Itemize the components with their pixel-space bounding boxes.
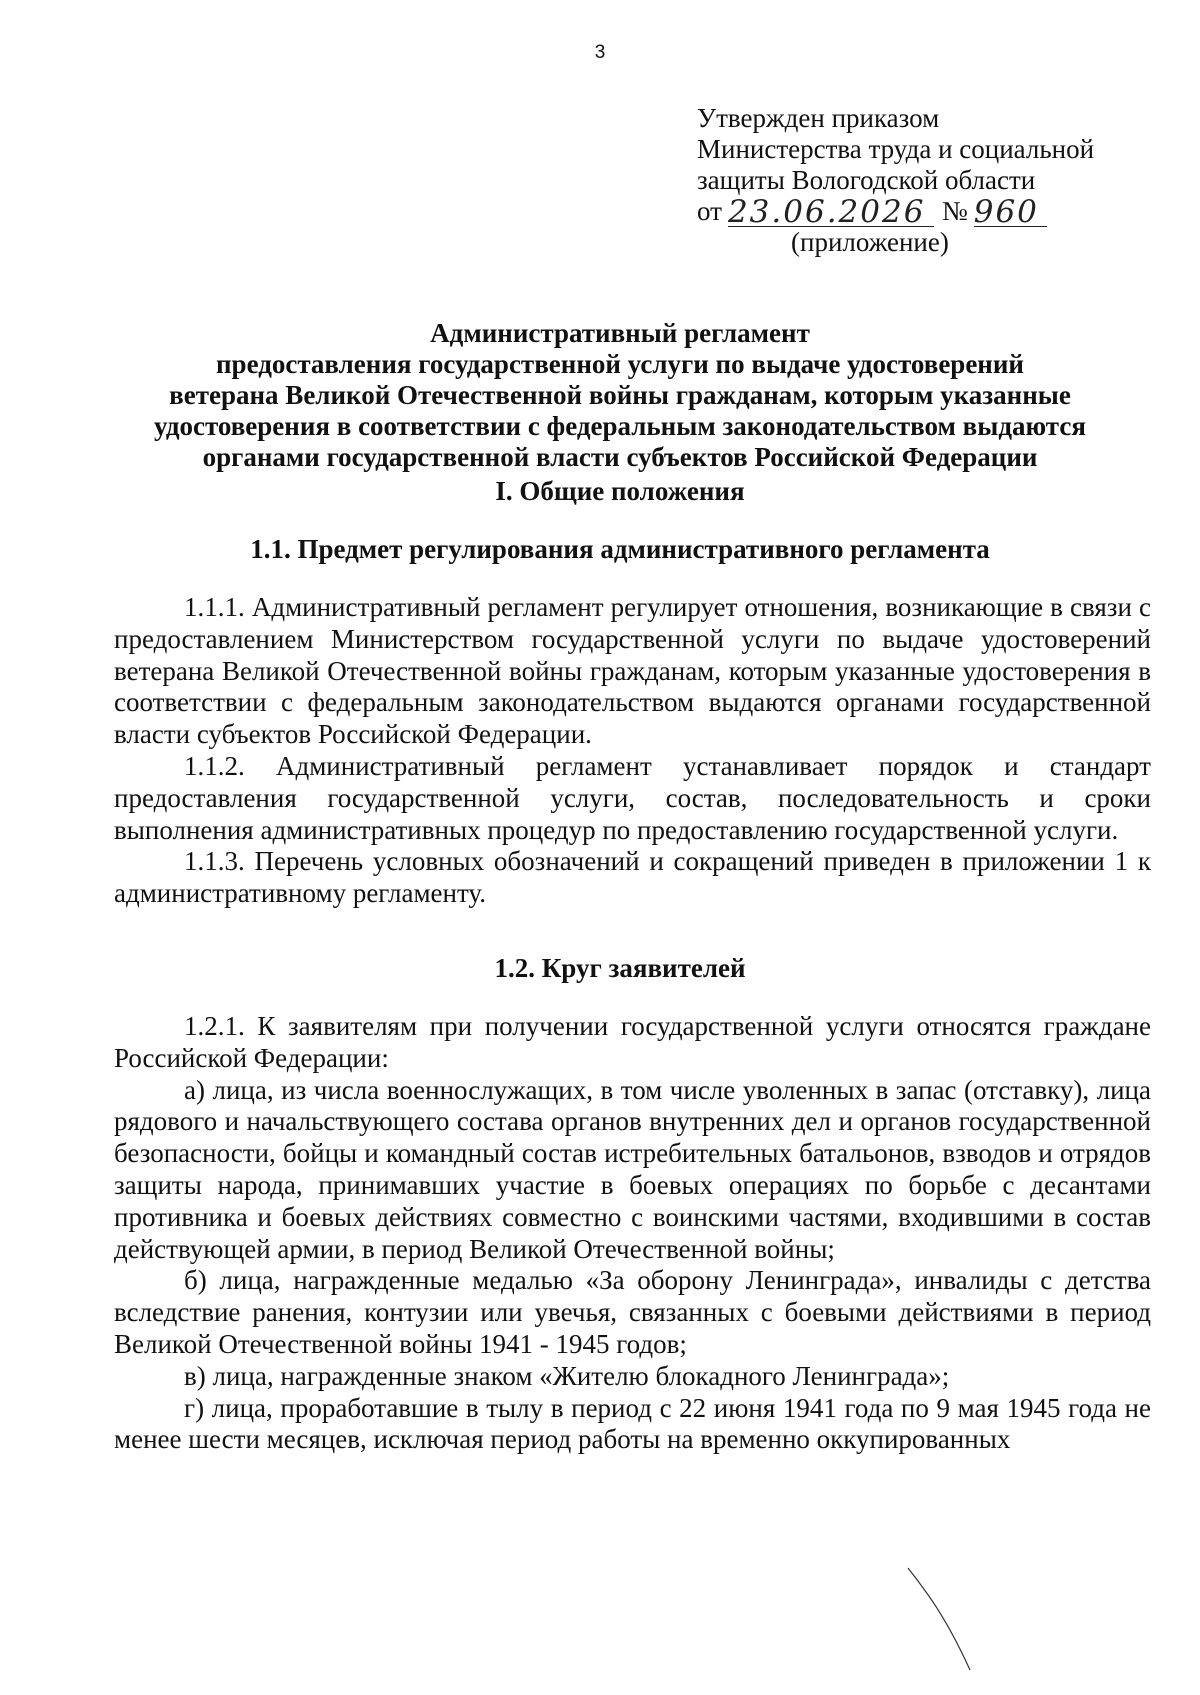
subsection-1-1-body xyxy=(114,592,1151,910)
paragraph-g: г) лица, проработавшие в тылу в период с 22 июня 1941 года по 9 мая 1945 года не менее шести месяцев, исключая период работы на временно оккупированных xyxy=(114,1392,1151,1455)
document-title xyxy=(120,318,1120,473)
title-line-1: Административный регламент xyxy=(430,318,810,348)
paragraph-1-1-1: 1.1.1. Административный регламент регулирует отношения, возникающие в связи с предоставлением Министерством государственной услуги по выдаче удостоверений ветерана Великой Отечественной войны гражданам, которым указанные удостоверения в соответствии с федеральным законодательством выдаются органами государственной власти субъектов Российской Федерации. xyxy=(114,592,1151,750)
approval-note: (приложение) xyxy=(791,227,949,257)
paragraph-1-2-1: 1.2.1. К заявителям при получении государственной услуги относятся граждане Российской Федерации: xyxy=(114,1011,1151,1073)
title-line-4: удостоверения в соответствии с федеральным законодательством выдаются xyxy=(154,411,1086,441)
paragraph-1-1-3: 1.1.3. Перечень условных обозначений и сокращений приведен в приложении 1 к административному регламенту. xyxy=(114,846,1151,909)
handwritten-date: 23.06.2026 xyxy=(727,194,926,230)
title-line-3: ветерана Великой Отечественной войны гражданам, которым указанные xyxy=(169,380,1071,410)
subsection-1-2-body xyxy=(114,1011,1151,1456)
paragraph-b: б) лица, награжденные медалью «За оборону Ленинграда», инвалиды с детства вследствие ранения, контузии или увечья, связанных с боевыми действиями в период Великой Отечественной войны 1941 - 1945 годов; xyxy=(114,1265,1151,1359)
title-line-2: предоставления государственной услуги по выдаче удостоверений xyxy=(216,349,1024,379)
paragraph-1-1-2: 1.1.2. Административный регламент устанавливает порядок и стандарт предоставления государственной услуги, состав, последовательность и сроки выполнения административных процедур по предоставлению государственной услуги. xyxy=(114,750,1151,845)
approval-line-2: Министерства труда и социальной xyxy=(697,134,1095,164)
date-field xyxy=(727,194,934,230)
section-heading-1: I. Общие положения xyxy=(495,476,745,506)
title-line-5: органами государственной власти субъектов Российской Федерации xyxy=(202,442,1038,472)
subsection-heading-1-2: 1.2. Круг заявителей xyxy=(494,953,746,983)
approval-date-number-line xyxy=(697,194,1157,230)
approval-block xyxy=(697,103,1157,258)
pen-stroke-mark xyxy=(900,1560,980,1680)
approval-line-1: Утвержден приказом xyxy=(697,103,940,133)
number-sign: № xyxy=(941,196,968,226)
paragraph-v: в) лица, награжденные знаком «Жителю блокадного Ленинграда»; xyxy=(184,1360,950,1391)
paragraph-a: а) лица, из числа военнослужащих, в том числе уволенных в запас (отставку), лица рядового и начальствующего состава органов внутренних дел и органов государственной безопасности, бойцы и командный состав истребительных батальонов, взводов и отрядов защиты народа, принимавших участие в боевых операциях по борьбе с десантами противника и боевых действиях совместно с воинскими частями, входившими в состав действующей армии, в период Великой Отечественной войны; xyxy=(114,1074,1151,1264)
handwritten-number: 960 xyxy=(973,194,1039,230)
approval-date-prefix: от xyxy=(697,196,722,226)
subsection-heading-1-1: 1.1. Предмет регулирования административного регламента xyxy=(250,534,990,564)
approval-line-3: защиты Вологодской области xyxy=(697,165,1036,195)
page-number: 3 xyxy=(594,42,606,63)
number-field xyxy=(973,194,1047,230)
